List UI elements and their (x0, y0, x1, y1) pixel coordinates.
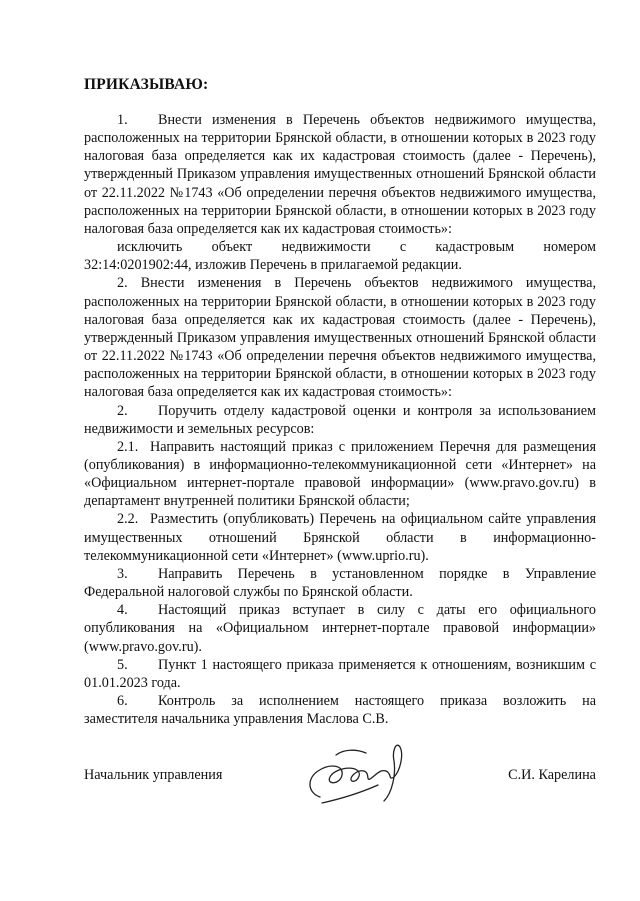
item-5 (84, 601, 596, 655)
signer-title: Начальник управления (84, 767, 223, 783)
item-3-number: 2. (117, 402, 128, 419)
item-5-number: 4. (117, 602, 128, 619)
item-2 (84, 274, 596, 401)
item-1-sub-line2: 32:14:0201902:44, изложив Перечень в прилагаемой редакции. (84, 257, 462, 274)
item-3-text: Поручить отделу кадастровой оценки и контроля за использованием недвижимости и земельных ресурсов: (84, 402, 596, 437)
item-1-number: 1. (117, 112, 128, 128)
item-4-number: 3. (117, 565, 128, 582)
signer-name: С.И. Карелина (508, 767, 596, 783)
item-6 (84, 656, 596, 692)
item-4 (84, 565, 596, 601)
item-3-2-number: 2.2. (117, 511, 139, 528)
item-1 (84, 111, 596, 238)
order-heading: ПРИКАЗЫВАЮ: (84, 76, 209, 93)
item-3 (84, 402, 596, 438)
item-7-text: Контроль за исполнением настоящего приказа возложить на заместителя начальника управления Маслова С.В. (84, 693, 596, 728)
item-3-1-number: 2.1. (117, 438, 139, 455)
item-6-text: Пункт 1 настоящего приказа применяется к отношениям, возникшим с 01.01.2023 года. (84, 656, 596, 691)
item-1-text: Внести изменения в Перечень объектов недвижимого имущества, расположенных на территории Брянской области, в отношении которых в 2023 году налоговая база определяется как их кадастровая стоимость (далее - Перечень), утвержденный Приказом управления имущественных отношений Брянской области от 22.11.2022 №1743 «Об определении перечня объектов недвижимого имущества, расположенных на территории Брянской области, в отношении которых в 2023 году налоговая база определяется как их кадастровая стоимость»: (84, 112, 596, 237)
item-3-2 (84, 510, 596, 564)
item-2-text: Внести изменения в Перечень объектов недвижимого имущества, расположенных на территории Брянской области, в отношении которых в 2023 году налоговая база определяется как их кадастровая стоимость (далее - Перечень), утвержденный Приказом управления имущественных отношений Брянской области от 22.11.2022 №1743 «Об определении перечня объектов недвижимого имущества, расположенных на территории Брянской области, в отношении которых в 2023 году налоговая база определяется как их кадастровая стоимость»: (84, 275, 596, 401)
item-2-number: 2. (117, 275, 128, 292)
item-5-text: Настоящий приказ вступает в силу с даты его официального опубликования на «Официальном интернет-портале правовой информации» (www.pravo.gov.ru). (84, 602, 596, 655)
item-7 (84, 692, 596, 728)
item-3-1 (84, 438, 596, 511)
item-3-2-text: Разместить (опубликовать) Перечень на официальном сайте управления имущественных отношений Брянской области в информационно-телекоммуникационной сети «Интернет» (www.uprio.ru). (84, 511, 596, 564)
order-body (84, 111, 596, 728)
item-7-number: 6. (117, 693, 128, 709)
item-1-sub-line1: исключить объект недвижимости с кадастровым номером (117, 239, 596, 256)
signature-block (84, 767, 596, 787)
item-6-number: 5. (117, 656, 128, 673)
item-4-text: Направить Перечень в установленном порядке в Управление Федеральной налоговой службы по Брянской области. (84, 565, 596, 601)
item-3-1-text: Направить настоящий приказ с приложением Перечня для размещения (опубликования) в информационно-телекоммуникационной сети «Интернет» на «Официальном интернет-портале правовой информации» (www.pravo.gov.ru) в департамент внутренней политики Брянской области; (84, 438, 596, 510)
